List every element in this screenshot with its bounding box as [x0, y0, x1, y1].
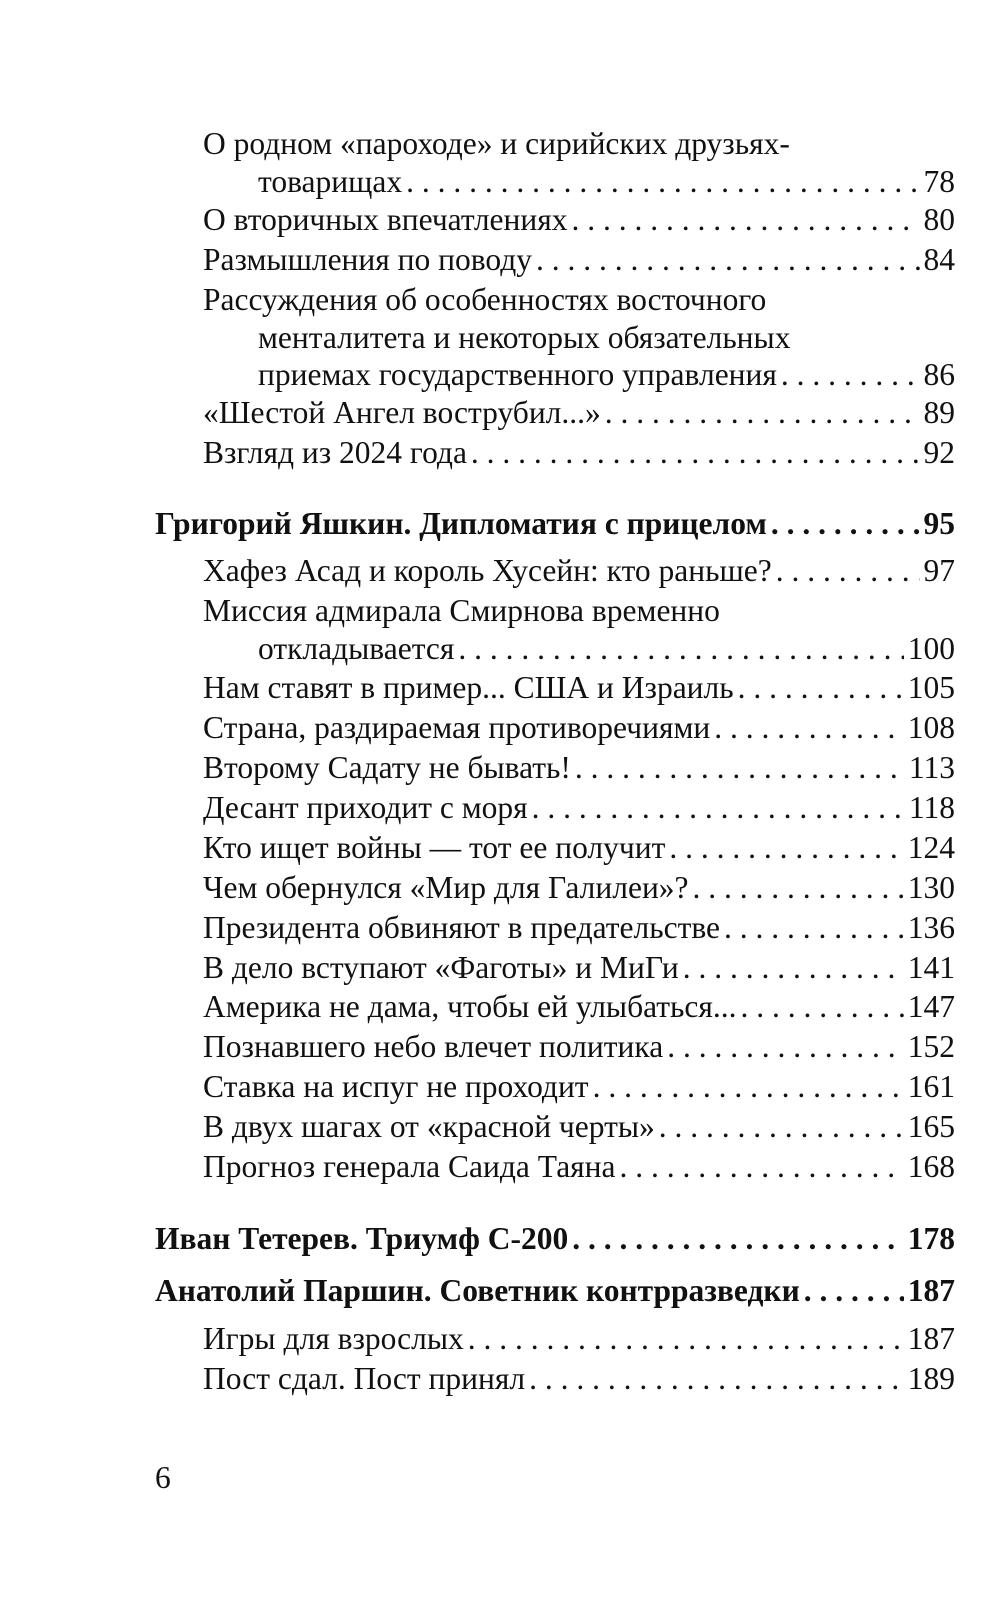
- toc-page-number: 136: [907, 910, 955, 945]
- toc-entry: [203, 240, 955, 280]
- toc-entry-line: [258, 318, 955, 358]
- toc-entry-title: Америка не дама, чтобы ей улыбаться...: [203, 989, 737, 1024]
- dot-leader: [406, 162, 919, 202]
- dot-leader: [659, 1107, 904, 1147]
- page-number: 6: [155, 1460, 171, 1495]
- dot-leader: [781, 355, 920, 395]
- toc-entry-title: О родном «пароходе» и сирийских друзьях-: [203, 126, 790, 161]
- toc-entry: [203, 868, 955, 908]
- dot-leader: [667, 1027, 904, 1067]
- toc-entry: [203, 551, 955, 591]
- toc-entry: [203, 1027, 955, 1067]
- toc-entry-title: Познавшего небо влечет политика: [203, 1029, 664, 1064]
- toc-page-number: 147: [907, 989, 955, 1024]
- toc-entry-title: Взгляд из 2024 года: [203, 435, 467, 470]
- dot-leader: [669, 828, 903, 868]
- dot-leader: [593, 1067, 904, 1107]
- toc-entry-title: Игры для взрослых: [203, 1321, 464, 1356]
- dot-leader: [771, 504, 920, 544]
- toc-page-number: 168: [907, 1149, 955, 1184]
- toc-page-number: 152: [907, 1029, 955, 1064]
- dot-leader: [738, 668, 904, 708]
- toc-entry: [203, 908, 955, 948]
- toc-page-number: 165: [907, 1109, 955, 1144]
- dot-leader: [776, 551, 920, 591]
- dot-leader: [683, 948, 904, 988]
- toc-entry: [258, 355, 955, 395]
- dot-leader: [536, 240, 920, 280]
- toc-entry-title: Страна, раздираемая противоречиями: [203, 710, 711, 745]
- toc-page-number: 113: [908, 750, 955, 785]
- toc-entry-title: Рассуждения об особенностях восточного: [203, 282, 767, 317]
- toc-page-number: 95: [923, 506, 955, 541]
- toc-entry-title: Размышления по поводу: [203, 242, 532, 277]
- toc-entry: [203, 393, 955, 433]
- toc-page-number: 105: [907, 670, 955, 705]
- toc-page-number: 78: [923, 164, 955, 199]
- toc-entry-title: Хафез Асад и король Хусейн: кто раньше?: [203, 553, 772, 588]
- toc-page-number: 86: [923, 357, 955, 392]
- toc-entry: [203, 708, 955, 748]
- toc-section-heading: [155, 1271, 955, 1311]
- dot-leader: [693, 868, 904, 908]
- toc-entry-title: Ставка на испуг не проходит: [203, 1069, 589, 1104]
- dot-leader: [532, 788, 905, 828]
- toc-entry-title: В дело вступают «Фаготы» и МиГи: [203, 950, 679, 985]
- toc-page-number: 187: [907, 1273, 955, 1308]
- toc-entry: [258, 629, 955, 669]
- toc-page-number: 108: [907, 710, 955, 745]
- toc-page-number: 161: [907, 1069, 955, 1104]
- toc-section-title: Анатолий Паршин. Советник контрразведки: [155, 1273, 800, 1308]
- toc-page-number: 100: [907, 631, 955, 666]
- dot-leader: [741, 987, 904, 1027]
- toc-entry-title: Нам ставят в пример... США и Израиль: [203, 670, 734, 705]
- toc-entry-title: Миссия адмирала Смирнова временно: [203, 593, 720, 628]
- dot-leader: [804, 1271, 904, 1311]
- toc-entry: [203, 1067, 955, 1107]
- dot-leader: [571, 200, 919, 240]
- toc-entry-title: Прогноз генерала Саида Таяна: [203, 1149, 616, 1184]
- toc-entry: [203, 200, 955, 240]
- toc-entry-title: Президента обвиняют в предательстве: [203, 910, 721, 945]
- toc-entry: [203, 1359, 955, 1399]
- dot-leader: [714, 708, 904, 748]
- toc-page-number: 89: [923, 395, 955, 430]
- toc-entry-title: Десант приходит с моря: [203, 790, 528, 825]
- toc-entry: [203, 1319, 955, 1359]
- toc-entry: [203, 433, 955, 473]
- toc-page-number: 141: [907, 950, 955, 985]
- toc-page-number: 124: [907, 830, 955, 865]
- toc-page-number: 80: [923, 202, 955, 237]
- toc-entry: [203, 1107, 955, 1147]
- toc-page-number: 189: [907, 1361, 955, 1396]
- dot-leader: [468, 1319, 904, 1359]
- dot-leader: [575, 748, 905, 788]
- toc-entry: [203, 668, 955, 708]
- dot-leader: [572, 1219, 904, 1259]
- toc-page-number: 92: [923, 435, 955, 470]
- dot-leader: [620, 1147, 904, 1187]
- toc-entry: [203, 987, 955, 1027]
- toc-entry-line: [203, 591, 955, 631]
- toc-page-number: 97: [923, 553, 955, 588]
- dot-leader: [529, 1359, 904, 1399]
- toc-section-heading: [155, 1219, 955, 1259]
- toc-entry-line: [203, 124, 955, 164]
- toc-section-title: Иван Тетерев. Триумф С-200: [155, 1221, 569, 1256]
- toc-entry-title: откладывается: [258, 631, 455, 666]
- toc-entry: [203, 1147, 955, 1187]
- toc-entry: [203, 948, 955, 988]
- toc-page-number: 130: [907, 870, 955, 905]
- toc-page-number: 187: [907, 1321, 955, 1356]
- toc-entry-title: В двух шагах от «красной черты»: [203, 1109, 655, 1144]
- toc-section-title: Григорий Яшкин. Дипломатия с прицелом: [155, 506, 767, 541]
- toc-entry: [258, 162, 955, 202]
- toc-page-number: 118: [908, 790, 955, 825]
- toc-entry-title: Кто ищет войны — тот ее получит: [203, 830, 666, 865]
- toc-entry-title: менталитета и некоторых обязательных: [258, 320, 791, 355]
- dot-leader: [471, 433, 920, 473]
- toc-entry: [203, 788, 955, 828]
- toc-entry-title: приемах государственного управления: [258, 357, 777, 392]
- toc-page-number: 178: [907, 1221, 955, 1256]
- toc-entry-title: «Шестой Ангел вострубил...»: [203, 395, 601, 430]
- dot-leader: [458, 629, 903, 669]
- toc-entry-line: [203, 280, 955, 320]
- toc-page-number: 84: [923, 242, 955, 277]
- dot-leader: [724, 908, 904, 948]
- toc-entry-title: Чем обернулся «Мир для Галилеи»?: [203, 870, 689, 905]
- toc-entry: [203, 828, 955, 868]
- dot-leader: [605, 393, 920, 433]
- toc-entry: [203, 748, 955, 788]
- toc-section-heading: [155, 504, 955, 544]
- toc-entry-title: Пост сдал. Пост принял: [203, 1361, 526, 1396]
- toc-entry-title: Второму Садату не бывать!: [203, 750, 571, 785]
- toc-entry-title: О вторичных впечатлениях: [203, 202, 568, 237]
- toc-entry-title: товарищах: [258, 164, 403, 199]
